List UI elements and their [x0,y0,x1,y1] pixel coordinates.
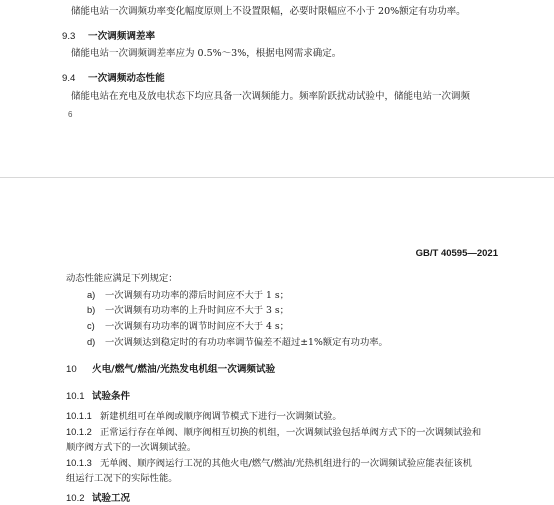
section-number: 10.2 [66,493,85,504]
list-marker: c) [87,321,95,331]
page-gap [0,122,554,177]
section-number: 10 [66,364,77,375]
section-heading-9-3 [62,28,155,42]
section-heading-10 [66,361,275,375]
list-item-text: 一次调频达到稳定时的有功功率调节偏差不超过±1%额定有功功率。 [105,337,388,348]
clause-continuation: 顺序阀方式下的一次调频试验。 [66,442,197,453]
list-marker: b) [87,305,96,315]
list-marker: a) [87,290,96,300]
paragraph-text: 储能电站在充电及放电状态下均应具备一次调频能力。频率阶跃扰动试验中，储能电站一次调频 [71,91,471,102]
paragraph-text: 储能电站一次调频功率变化幅度原则上不设置限幅，必要时限幅应不小于 20%额定有功功率。 [71,6,466,17]
list-item [87,318,289,332]
section-title: 一次调频动态性能 [88,73,165,84]
section-number: 10.1 [66,391,85,402]
clause-10-1-3 [66,455,472,469]
clause-text: 无单阀、顺序阀运行工况的其他火电/燃气/燃油/光热机组进行的一次调频试验应能表征该机 [100,458,472,469]
page-number: 6 [68,110,73,119]
clause-continuation: 组运行工况下的实际性能。 [66,473,178,484]
list-item [87,302,289,316]
section-heading-10-2 [66,490,130,504]
paragraph-text: 动态性能应满足下列规定： [66,273,178,284]
upper-page [0,0,554,122]
section-title: 试验工况 [92,493,131,504]
paragraph-text: 储能电站一次调频调差率应为 0.5%～3%，根据电网需求确定。 [71,48,342,59]
section-number: 9.3 [62,31,76,42]
clause-text: 新建机组可在单阀或顺序阀调节模式下进行一次调频试验。 [100,411,342,422]
section-number: 9.4 [62,73,76,84]
list-item [87,287,289,301]
clause-number: 10.1.3 [66,458,92,468]
clause-number: 10.1.1 [66,411,92,421]
section-heading-10-1 [66,388,130,402]
list-item-text: 一次调频有功功率的滞后时间应不大于 1 s； [105,290,289,301]
section-title: 火电/燃气/燃油/光热发电机组一次调频试验 [92,364,276,375]
standard-number-header: GB/T 40595—2021 [415,248,498,259]
clause-text: 正常运行存在单阀、顺序阀相互切换的机组，一次调频试验包括单阀方式下的一次调频试验和 [100,427,482,438]
list-marker: d) [87,337,96,347]
list-item-text: 一次调频有功功率的上升时间应不大于 3 s； [105,305,289,316]
clause-number: 10.1.2 [66,427,92,437]
clause-10-1-2 [66,424,481,438]
section-heading-9-4 [62,70,165,84]
section-title: 试验条件 [92,391,131,402]
clause-10-1-1 [66,408,342,422]
list-item-text: 一次调频有功功率的调节时间应不大于 4 s； [105,321,289,332]
list-item [87,334,388,348]
section-title: 一次调频调差率 [88,31,156,42]
lower-page [0,177,554,505]
